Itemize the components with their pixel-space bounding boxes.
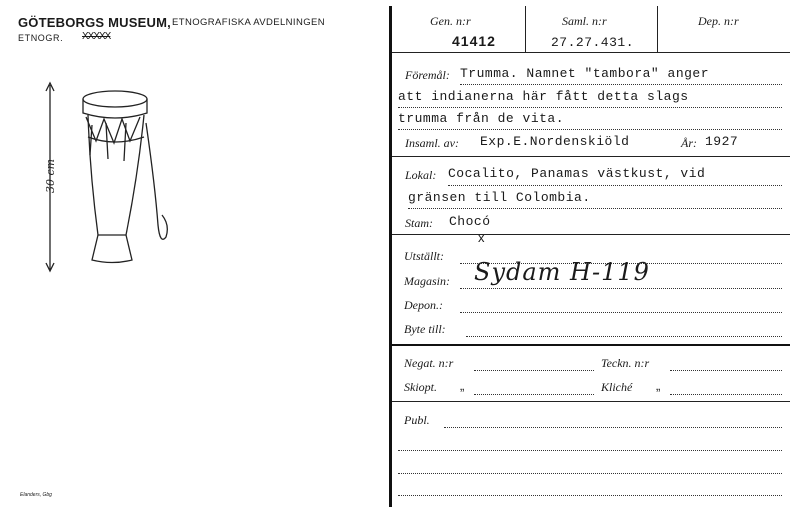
byte-label: Byte till: [404,322,446,336]
gen-label: Gen. n:r [430,14,471,28]
byte-dots [466,335,782,337]
kliche-dots [670,393,782,395]
magasin-value: Sydam H-119 [474,258,650,286]
saml-value: 27.27.431. [551,35,635,50]
gen-value: 41412 [452,33,496,49]
magasin-label: Magasin: [404,274,450,288]
department-name: ETNOGRAFISKA AVDELNINGEN [172,17,326,28]
rule-skiopt [392,401,790,402]
kliche-label: Kliché [601,380,633,394]
negat-label: Negat. n:r [404,356,454,370]
skiopt-label: Skiopt. [404,380,437,394]
foremal-dots-2 [398,106,782,108]
stam-label: Stam: [405,216,433,230]
kliche-mark: „ [656,378,661,393]
drum-body [88,115,144,235]
drum-head [83,91,147,107]
rule-top [392,52,790,53]
museum-name: GÖTEBORGS MUSEUM, [18,15,171,30]
etnogr-label: ETNOGR. [18,33,64,43]
teckn-label: Teckn. n:r [601,356,650,370]
ar-value: 1927 [705,134,739,149]
struck-out-text: XXXXX [82,31,111,42]
card-divider [389,6,392,507]
foremal-label: Föremål: [405,68,450,82]
utstallt-mark: x [478,230,485,245]
foremal-line-3: trumma från de vita. [398,111,565,126]
insaml-label: Insaml. av: [405,136,459,150]
stam-value: Chocó [449,214,491,229]
printer-mark: Elanders, Gbg [20,492,52,498]
drum-sketch [30,75,190,280]
depon-label: Depon.: [404,298,443,312]
drum-rim [83,99,147,118]
foremal-line-2: att indianerna här fått detta slags [398,89,689,104]
publ-dots-1 [444,426,782,428]
magasin-dots [460,287,782,289]
foremal-dots-1 [460,83,782,85]
foremal-line-1: Trumma. Namnet "tambora" anger [460,66,710,81]
rule-stam [392,234,790,235]
measure-label: 30 cm [44,158,57,193]
foremal-dots-3 [398,128,782,130]
publ-dots-2 [398,449,782,451]
publ-dots-3 [398,472,782,474]
teckn-dots [670,369,782,371]
utstallt-label: Utställt: [404,249,445,263]
rule-byte [392,344,790,346]
lokal-line-1: Cocalito, Panamas västkust, vid [448,166,706,181]
col-divider-2 [657,6,658,52]
drum-string [146,123,167,239]
dep-label: Dep. n:r [698,14,739,28]
publ-label: Publ. [404,413,430,427]
depon-dots [460,311,782,313]
lokal-label: Lokal: [405,168,437,182]
saml-label: Saml. n:r [562,14,607,28]
lokal-dots-2 [408,207,782,209]
publ-dots-4 [398,494,782,496]
skiopt-dots [474,393,594,395]
insaml-value: Exp.E.Nordenskiöld [480,134,630,149]
skiopt-mark: „ [460,378,465,393]
ar-label: År: [681,136,697,150]
rule-insaml [392,156,790,157]
lokal-dots-1 [448,184,782,186]
lokal-line-2: gränsen till Colombia. [408,190,591,205]
negat-dots [474,369,594,371]
col-divider-1 [525,6,526,52]
drum-foot [92,235,132,263]
